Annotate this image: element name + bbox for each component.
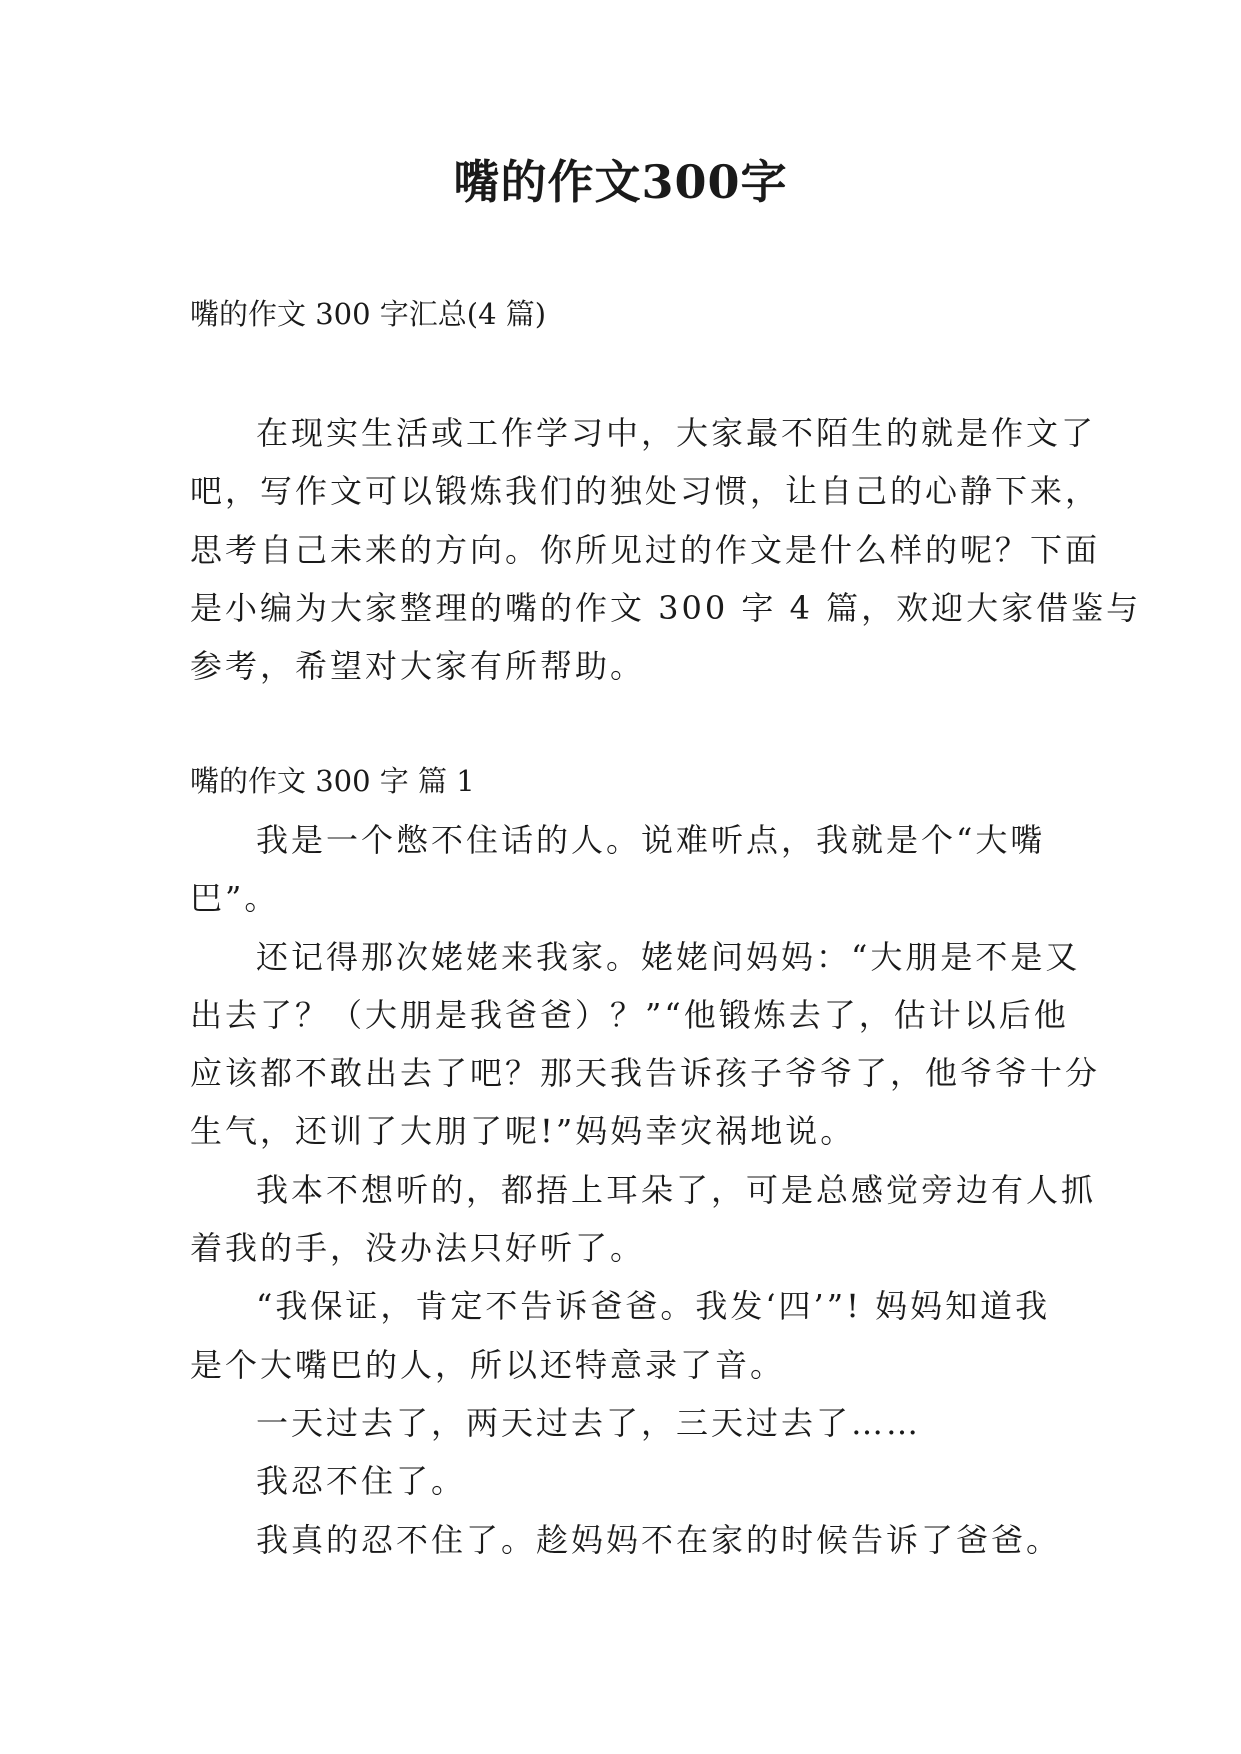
essay-line: 应该都不敢出去了吧？那天我告诉孩子爷爷了，他爷爷十分 (190, 1054, 1101, 1093)
essay-line: “我保证，肯定不告诉爸爸。我发‘四’”! 妈妈知道我 (256, 1287, 1051, 1326)
document-subtitle: 嘴的作文 300 字汇总(4 篇) (190, 297, 547, 331)
essay-line: 巴”。 (190, 879, 280, 918)
essay-line: 我忍不住了。 (256, 1462, 467, 1501)
intro-line: 参考，希望对大家有所帮助。 (190, 647, 646, 686)
essay-line: 我是一个憋不住话的人。说难听点，我就是个“大嘴 (256, 821, 1046, 859)
essay-body (190, 811, 1101, 1569)
intro-line: 吧，写作文可以锻炼我们的独处习惯，让自己的心静下来， (190, 472, 1101, 511)
intro-line: 在现实生活或工作学习中，大家最不陌生的就是作文了 (256, 414, 1097, 452)
essay-line: 还记得那次姥姥来我家。姥姥问妈妈：“大朋是不是又 (256, 937, 1081, 976)
essay-line: 着我的手，没办法只好听了。 (190, 1229, 646, 1268)
document-title: 嘴的作文300字 (453, 155, 788, 209)
essay-line: 一天过去了，两天过去了，三天过去了…… (256, 1403, 922, 1442)
essay-line: 生气，还训了大朋了呢!”妈妈幸灾祸地说。 (190, 1112, 856, 1151)
essay-line: 出去了？（大朋是我爸爸）？”“他锻炼去了，估计以后他 (190, 995, 1069, 1034)
essay-line: 我真的忍不住了。趁妈妈不在家的时候告诉了爸爸。 (256, 1520, 1062, 1559)
essay-line: 我本不想听的，都捂上耳朵了，可是总感觉旁边有人抓 (256, 1170, 1097, 1209)
essay-line: 是个大嘴巴的人，所以还特意录了音。 (190, 1345, 786, 1384)
intro-line: 是小编为大家整理的嘴的作文 300 字 4 篇，欢迎大家借鉴与 (190, 588, 1142, 627)
intro-line: 思考自己未来的方向。你所见过的作文是什么样的呢？下面 (190, 530, 1101, 569)
essay-heading: 嘴的作文 300 字 篇 1 (190, 764, 475, 798)
intro-paragraph (190, 404, 1142, 695)
